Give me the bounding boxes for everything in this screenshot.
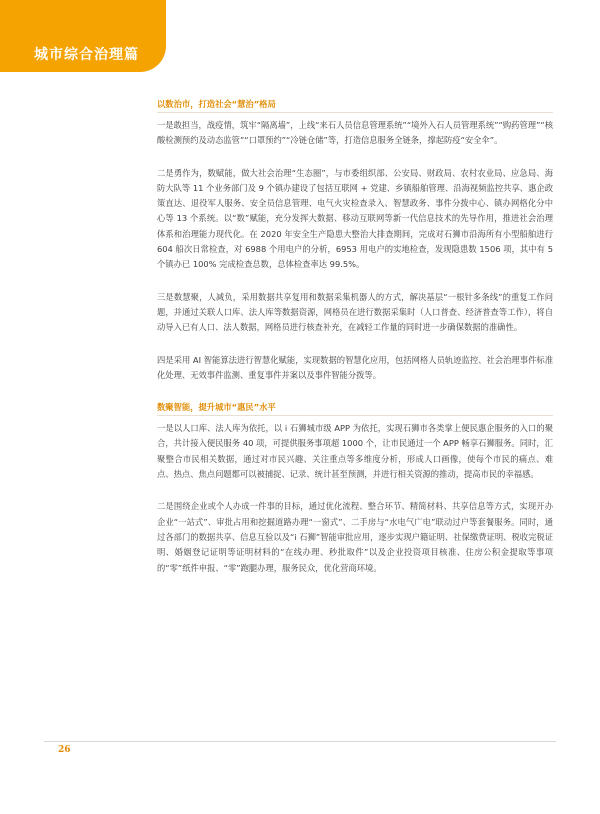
paragraph: 三是数慧聚，人减负，采用数据共享复用和数据采集机器人的方式，解决基层“一根针多条线”的重复工作问题，并通过关联人口库、法人库等数据资源，网格员在进行数据采集时（人口普查、经济普查等工作），将自动导入已有人口、法人数据，网格员进行核查补充，在减轻工作量的同时进一步确保数据的准确性。 [157,291,553,333]
page-number: 26 [58,745,71,755]
section-title: 城市综合治理篇 [34,47,139,63]
section-heading: 数聚智能，提升城市“惠民”水平 [157,401,553,416]
page-content [157,98,553,593]
paragraph: 二是勇作为，数赋能，做大社会治理“生态圈”，与市委组织部、公安局、财政局、农村农业局、应急局、海防大队等 11 个业务部门及 9 个镇办建设了包括互联网 + 党建、乡镇船舶管理、沿海视频监控共享、惠企政策直达、退役军人服务、安全员信息管理、电气火灾检查录入、智慧政务、事件分拨中心、镇办网格化分中心等 13 个系统。以“数”赋能，充分发挥大数据、移动互联网等新一代信息技术的先导作用，推进社会治理体系和治理能力现代化。在 2020 年安全生产隐患大整治大排查期间，完成对石狮市沿海所有小型船舶进行 604 船次日常检查，对 6988 个用电户的分析，6953 用电户的实地检查，发现隐患数 1506 项，其中有 5 个镇办已 100% 完成检查总数，总体检查率达 99.5%。 [157,167,553,270]
section-governance [157,98,553,383]
footer-divider [44,741,556,742]
paragraph: 一是以人口库、法人库为依托，以 i 石狮城市级 APP 为依托，实现石狮市各类掌上便民惠企服务的入口的聚合，共计接入便民服务 40 项，可提供服务事项超 1000 个，让市民通过一个 APP 畅享石狮服务。同时，汇聚整合市民相关数据，通过对市民兴趣、关注重点等多维度分析，形成人口画像，使每个市民的痛点、难点、热点、焦点问题都可以被捕捉、记录、统计甚至预测，并进行相关资源的推动，提高市民的幸福感。 [157,423,553,480]
section-corner-tab [0,0,166,72]
paragraph: 四是采用 AI 智能算法进行智慧化赋能，实现数据的智慧化应用，包括网格人员轨迹监控、社会治理事件标准化处理、无效事件监测、重复事件并案以及事件智能分拨等。 [157,354,553,380]
paragraph: 一是敢担当，战疫情，筑牢“隔离墙”，上线“来石人员信息管理系统”“境外入石人员管理系统”“购药管理”“核酸检测预约及动态监管”“口罩预约”“冷链仓储”等，打造信息服务全链条，撑起防疫“安全伞”。 [157,120,553,146]
section-public-service [157,401,553,576]
paragraph: 二是围绕企业或个人办成一件事的目标，通过优化流程、整合环节、精简材料、共享信息等方式，实现开办企业“一站式”、审批占用和挖掘道路办理“一窗式”、二手房与“水电气广电”联动过户等套餐服务。同时，通过各部门的数据共享、信息互验以及“i 石狮”智能审批应用，逐步实现户籍证明、社保缴费证明、税收完税证明、婚姻登记证明等证明材料的“在线办理、秒批取件”以及企业投资项目核准、住房公积金提取等事项的“零”纸件申报、“零”跑腿办理，服务民众，优化营商环境。 [157,501,553,573]
section-heading: 以数治市，打造社会“慧治”格局 [157,98,553,113]
